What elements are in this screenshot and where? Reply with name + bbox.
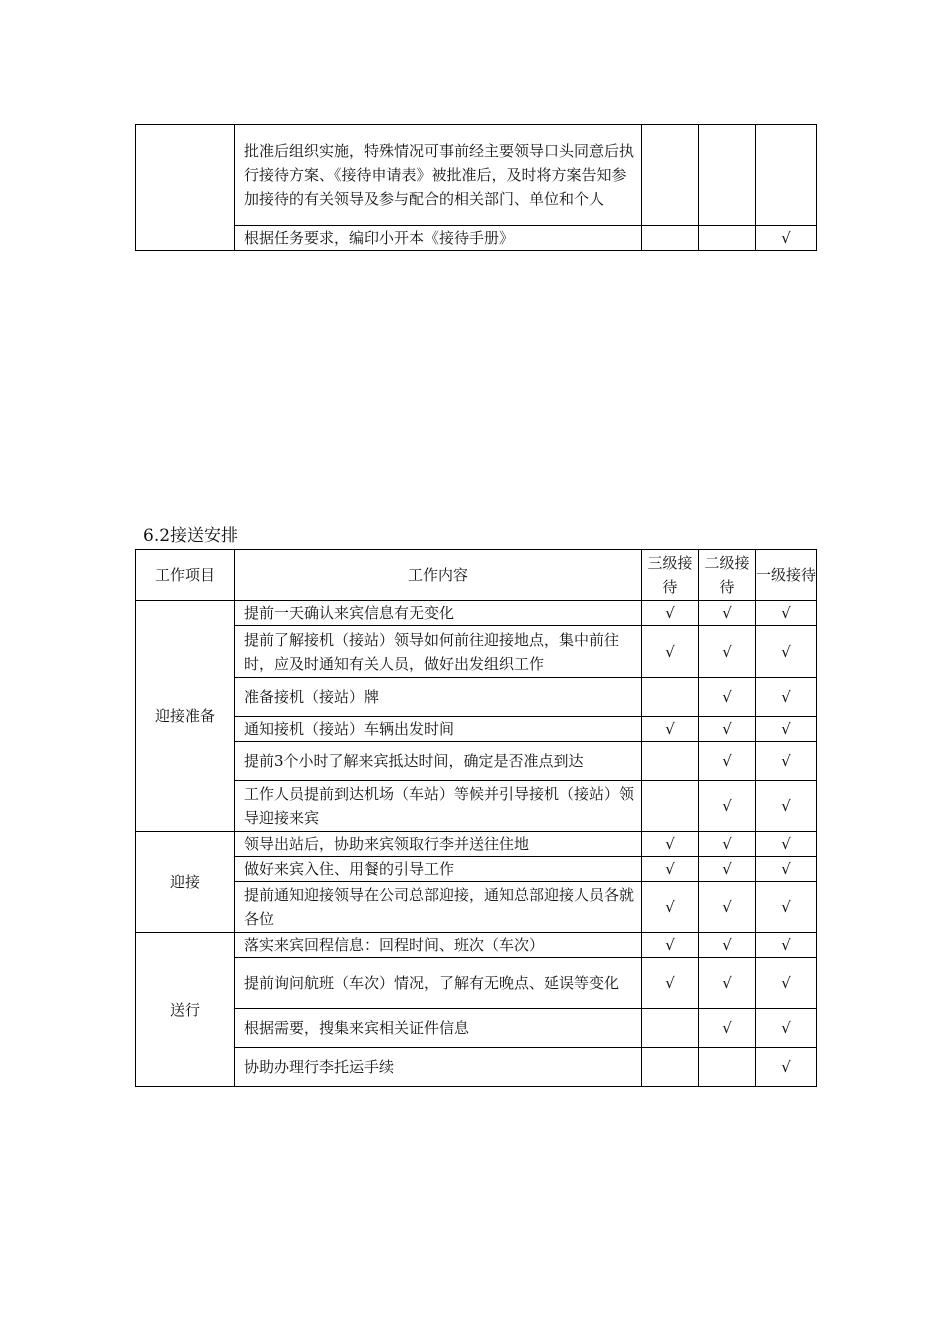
table-row [136,882,817,933]
table-row [136,832,817,857]
table-row [136,717,817,742]
level1-check: √ [756,226,817,251]
level2-check: √ [699,781,756,832]
level1-check: √ [756,781,817,832]
content-cell: 提前了解接机（接站）领导如何前往迎接地点，集中前往时，应及时通知有关人员，做好出发组织工作 [235,626,642,678]
table-row [136,125,817,226]
level3-check [642,226,699,251]
table-row [136,857,817,882]
level1-check: √ [756,857,817,882]
content-cell: 根据任务要求，编印小开本《接待手册》 [235,226,642,251]
content-cell: 准备接机（接站）牌 [235,678,642,717]
content-cell: 领导出站后，协助来宾领取行李并送往住地 [235,832,642,857]
section-title: 6.2接送安排 [143,526,239,546]
content-cell: 提前3个小时了解来宾抵达时间，确定是否准点到达 [235,742,642,781]
content-cell: 提前询问航班（车次）情况，了解有无晚点、延误等变化 [235,958,642,1009]
level3-check: √ [642,832,699,857]
level2-check [699,1048,756,1087]
top-table-fragment [135,124,817,251]
level1-check: √ [756,958,817,1009]
level3-check: √ [642,958,699,1009]
level3-check [642,125,699,226]
table-row [136,678,817,717]
level1-check: √ [756,626,817,678]
table-row [136,226,817,251]
level2-check: √ [699,717,756,742]
header-level3: 三级接待 [642,550,699,601]
level1-check: √ [756,678,817,717]
level2-check: √ [699,832,756,857]
reception-arrangement-table [135,549,817,1087]
table-row [136,742,817,781]
level2-check: √ [699,742,756,781]
level1-check: √ [756,882,817,933]
level1-check: √ [756,1048,817,1087]
level3-check: √ [642,626,699,678]
level3-check [642,742,699,781]
level2-check: √ [699,857,756,882]
content-cell: 提前通知迎接领导在公司总部迎接，通知总部迎接人员各就各位 [235,882,642,933]
level2-check: √ [699,678,756,717]
level2-check: √ [699,601,756,626]
level2-check: √ [699,882,756,933]
level3-check: √ [642,933,699,958]
content-cell: 提前一天确认来宾信息有无变化 [235,601,642,626]
level1-check: √ [756,933,817,958]
content-cell: 协助办理行李托运手续 [235,1048,642,1087]
level1-check: √ [756,832,817,857]
level3-check: √ [642,717,699,742]
level1-check: √ [756,742,817,781]
level1-check: √ [756,1009,817,1048]
content-cell: 落实来宾回程信息：回程时间、班次（车次） [235,933,642,958]
header-row [136,550,817,601]
level2-check: √ [699,933,756,958]
table-row [136,1009,817,1048]
level3-check [642,678,699,717]
level1-check: √ [756,717,817,742]
category-cell: 送行 [136,933,235,1087]
table-row [136,601,817,626]
level3-check [642,781,699,832]
level1-check: √ [756,601,817,626]
level3-check: √ [642,857,699,882]
header-work-content: 工作内容 [235,550,642,601]
level2-check: √ [699,958,756,1009]
level2-check [699,226,756,251]
header-level1: 一级接待 [756,550,817,601]
content-cell: 批准后组织实施，特殊情况可事前经主要领导口头同意后执行接待方案、《接待申请表》被批准后，及时将方案告知参加接待的有关领导及参与配合的相关部门、单位和个人 [235,125,642,226]
level2-check: √ [699,626,756,678]
level3-check [642,1009,699,1048]
content-cell: 做好来宾入住、用餐的引导工作 [235,857,642,882]
table-row [136,958,817,1009]
header-level2: 二级接待 [699,550,756,601]
content-cell: 通知接机（接站）车辆出发时间 [235,717,642,742]
table-row [136,626,817,678]
level2-check [699,125,756,226]
level2-check: √ [699,1009,756,1048]
level3-check [642,1048,699,1087]
content-cell: 根据需要，搜集来宾相关证件信息 [235,1009,642,1048]
category-cell: 迎接准备 [136,601,235,832]
table-row [136,781,817,832]
level3-check: √ [642,882,699,933]
category-cell: 迎接 [136,832,235,933]
level1-check [756,125,817,226]
table-row [136,933,817,958]
level3-check: √ [642,601,699,626]
category-cell [136,125,235,251]
content-cell: 工作人员提前到达机场（车站）等候并引导接机（接站）领导迎接来宾 [235,781,642,832]
header-work-item: 工作项目 [136,550,235,601]
table-row [136,1048,817,1087]
